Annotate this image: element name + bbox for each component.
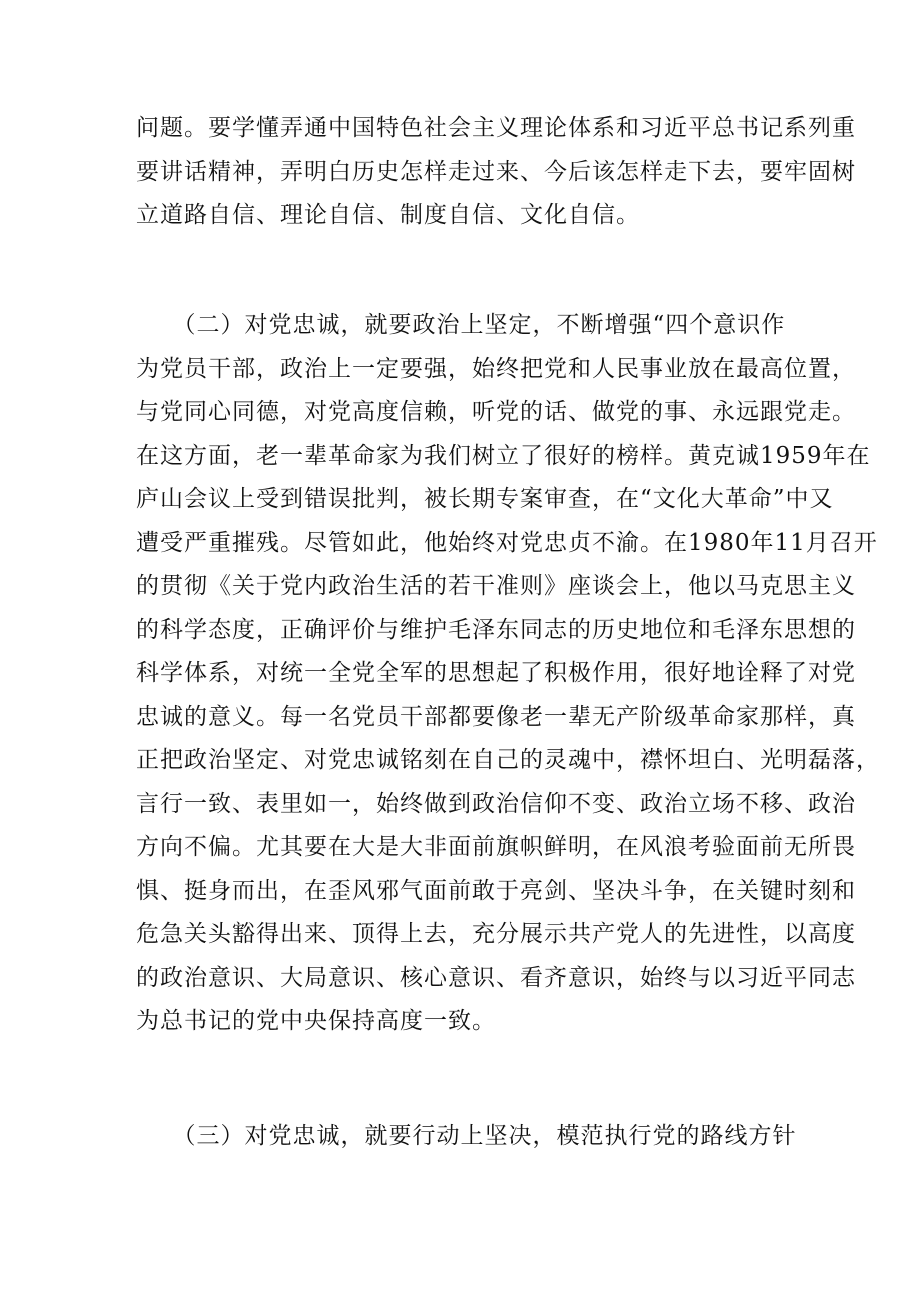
- paragraph-line: 的政治意识、大局意识、核心意识、看齐意识，始终与以习近平同志: [136, 964, 856, 991]
- paragraph-line: 科学体系，对统一全党全军的思想起了积极作用，很好地诠释了对党: [136, 660, 856, 686]
- paragraph-line: 方向不偏。尤其要在大是大非面前旗帜鲜明，在风浪考验面前无所畏: [136, 834, 856, 860]
- paragraph-line: 要讲话精神，弄明白历史怎样走过来、今后该怎样走下去，要牢固树: [136, 158, 856, 185]
- paragraph-2: [136, 304, 880, 1044]
- paragraph-line: 危急关头豁得出来、顶得上去，充分展示共产党人的先进性，以高度: [136, 921, 856, 947]
- paragraph-line: （二）对党忠诚，就要政治上坚定，不断增强“四个意识作: [136, 312, 786, 338]
- paragraph-line: 在这方面，老一辈革命家为我们树立了很好的榜样。黄克诚1959年在: [136, 442, 871, 469]
- paragraph-1: [136, 107, 856, 238]
- paragraph-3: [136, 1115, 796, 1159]
- paragraph-line: 的贯彻《关于党内政治生活的若干准则》座谈会上，他以马克思主义: [136, 573, 856, 599]
- paragraph-line: 的科学态度，正确评价与维护毛泽东同志的历史地位和毛泽东思想的: [136, 616, 856, 643]
- paragraph-line: 忠诚的意义。每一名党员干部都要像老一辈无产阶级革命家那样，真: [136, 703, 856, 730]
- paragraph-line: 与党同心同德，对党高度信赖，听党的话、做党的事、永远跟党走。: [136, 399, 856, 425]
- paragraph-line: 庐山会议上受到错误批判，被长期专案审查，在“文化大革命”中又: [136, 486, 834, 512]
- paragraph-line: 为党员干部，政治上一定要强，始终把党和人民事业放在最高位置，: [136, 355, 856, 382]
- paragraph-line: 为总书记的党中央保持高度一致。: [136, 1008, 496, 1034]
- paragraph-line: （三）对党忠诚，就要行动上坚决，模范执行党的路线方针: [136, 1123, 797, 1149]
- paragraph-line: 遭受严重摧残。尽管如此，他始终对党忠贞不渝。在1980年11月召开: [136, 529, 878, 556]
- paragraph-line: 立道路自信、理论自信、制度自信、文化自信。: [136, 202, 640, 228]
- paragraph-line: 问题。要学懂弄通中国特色社会主义理论体系和习近平总书记系列重: [136, 115, 856, 141]
- paragraph-line: 言行一致、表里如一，始终做到政治信仰不变、政治立场不移、政治: [136, 790, 856, 817]
- paragraph-line: 惧、挺身而出，在歪风邪气面前敢于亮剑、坚决斗争，在关键时刻和: [136, 877, 856, 904]
- paragraph-line: 正把政治坚定、对党忠诚铭刻在自己的灵魂中，襟怀坦白、光明磊落，: [136, 747, 880, 773]
